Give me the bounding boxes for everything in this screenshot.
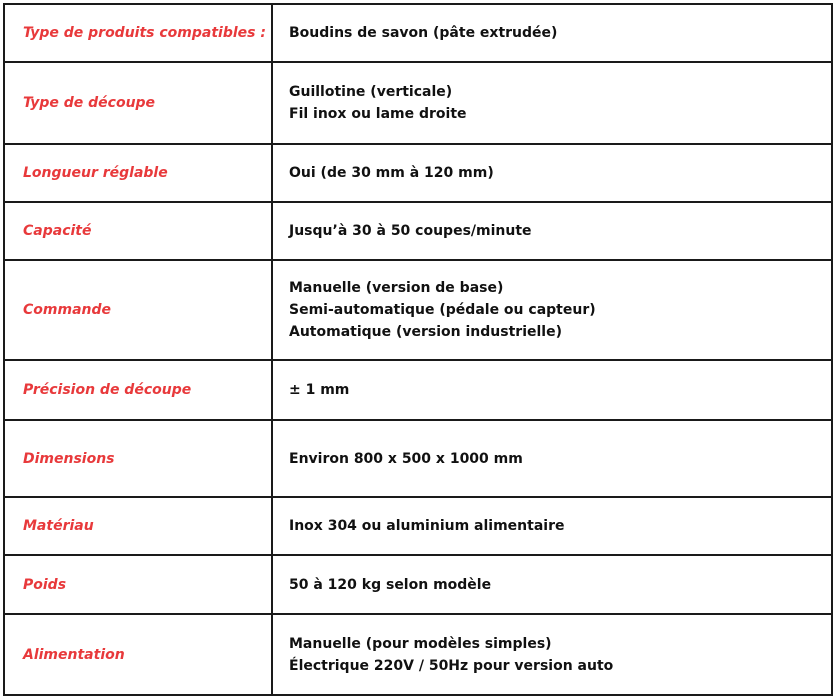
value-line: 50 à 120 kg selon modèle (289, 576, 492, 593)
row-value-weight (272, 555, 832, 614)
table-row (4, 555, 832, 614)
table-row (4, 614, 832, 695)
row-value-material (272, 497, 832, 555)
table-row (4, 202, 832, 260)
row-label-control: Commande (4, 260, 272, 360)
value-line: Électrique 220V / 50Hz pour version auto (289, 657, 614, 674)
value-line: Automatique (version industrielle) (289, 324, 562, 340)
row-value-product-type (272, 4, 832, 62)
value-line: Jusqu’à 30 à 50 coupes/minute (289, 223, 532, 239)
row-label-length: Longueur réglable (4, 144, 272, 202)
row-label-cut-type: Type de découpe (4, 62, 272, 144)
row-value-cut-type (272, 62, 832, 144)
value-line: Environ 800 x 500 x 1000 mm (289, 450, 523, 467)
row-value-precision (272, 360, 832, 420)
row-label-weight: Poids (4, 555, 272, 614)
row-value-dimensions (272, 420, 832, 497)
row-value-capacity (272, 202, 832, 260)
row-value-length (272, 144, 832, 202)
specifications-table (3, 3, 833, 696)
row-label-material: Matériau (4, 497, 272, 555)
table-row (4, 260, 832, 360)
value-line: Boudins de savon (pâte extrudée) (289, 25, 558, 41)
value-line: Inox 304 ou aluminium alimentaire (289, 518, 565, 534)
value-line: ± 1 mm (289, 382, 350, 398)
value-line: Semi-automatique (pédale ou capteur) (289, 302, 596, 318)
table-row (4, 497, 832, 555)
row-value-control (272, 260, 832, 360)
value-line: Manuelle (pour modèles simples) (289, 635, 552, 652)
row-label-capacity: Capacité (4, 202, 272, 260)
table-row (4, 420, 832, 497)
table-row (4, 144, 832, 202)
row-label-product-type: Type de produits compatibles : (4, 4, 272, 62)
value-line: Oui (de 30 mm à 120 mm) (289, 165, 494, 181)
table-row (4, 62, 832, 144)
value-line: Fil inox ou lame droite (289, 106, 467, 122)
row-label-power: Alimentation (4, 614, 272, 695)
value-line: Guillotine (verticale) (289, 84, 453, 100)
row-label-precision: Précision de découpe (4, 360, 272, 420)
table-row (4, 4, 832, 62)
row-label-dimensions: Dimensions (4, 420, 272, 497)
value-line: Manuelle (version de base) (289, 280, 504, 296)
row-value-power (272, 614, 832, 695)
table-row (4, 360, 832, 420)
